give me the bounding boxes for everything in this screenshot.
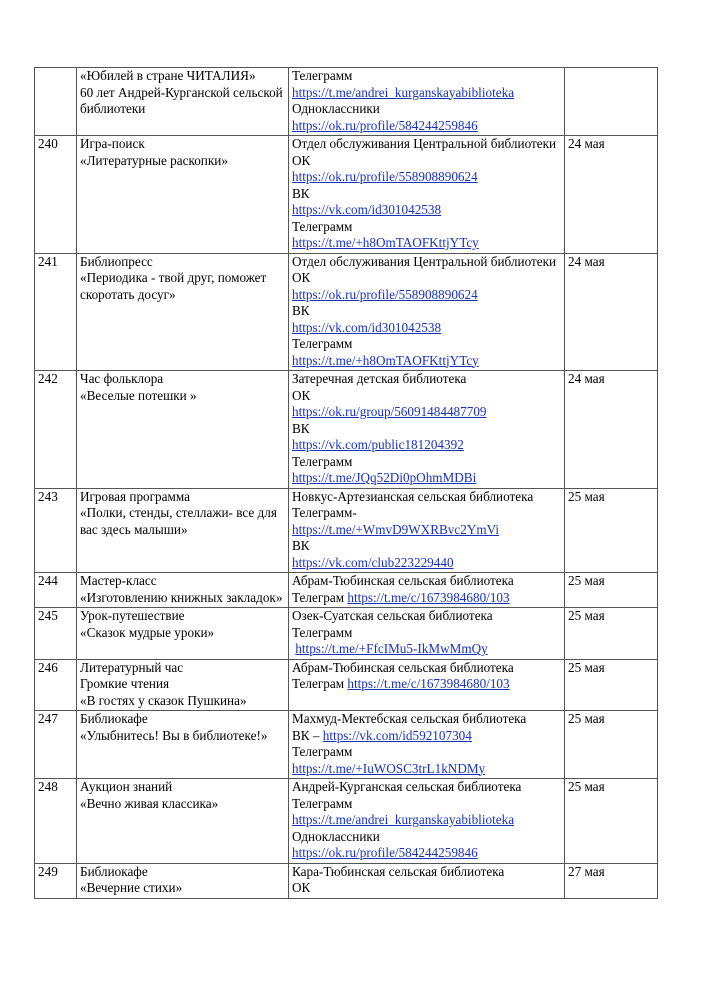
venue-text: Махмуд-Мектебская сельская библиотека [292,711,527,726]
venue-cell [289,136,565,254]
venue-link-line [292,522,562,539]
event-type: Мастер-класс [80,573,157,588]
row-number: 246 [35,659,77,711]
venue-link-line [292,728,562,745]
social-link[interactable]: https://t.me/+IuWOSC3trL1kNDMy [292,760,486,776]
table-row [35,608,658,660]
table-row [35,68,658,136]
social-link[interactable]: https://ok.ru/profile/558908890624 [292,286,478,302]
venue-text: ОК [292,152,311,168]
venue-text: Телеграмм- [292,505,357,520]
event-date: 25 мая [565,488,658,573]
social-link[interactable]: https://ok.ru/profile/558908890624 [292,169,478,184]
table-row [35,253,658,371]
row-number: 248 [35,779,77,864]
venue-text: Телеграмм [292,336,353,351]
venue-text: Затеречная детская библиотека [292,371,467,386]
social-link[interactable]: https://vk.com/club223229440 [292,554,454,570]
row-number [35,68,77,136]
venue-cell [289,573,565,608]
event-title-line: «В гостях у сказок Пушкина» [80,692,247,708]
venue-text: ОК [292,387,311,403]
venue-text: ВК [292,420,310,436]
link-prefix: ВК – [292,727,323,743]
social-link[interactable]: https://vk.com/id301042538 [292,202,442,217]
venue-link-line [292,287,562,304]
venue-link-line [292,353,562,370]
event-type: Час фольклора [80,371,164,386]
venue-text: Одноклассники [292,101,380,116]
venue-link-line [292,235,562,252]
social-link[interactable]: https://ok.ru/group/56091484487709 [292,404,487,419]
venue-link-line [292,437,562,454]
social-link[interactable]: https://t.me/c/1673984680/103 [347,589,510,605]
events-table-body [35,68,658,899]
event-date: 25 мая [565,573,658,608]
event-title-line: Громкие чтения [80,676,170,691]
table-row [35,659,658,711]
venue-link-line [292,641,562,658]
row-number: 243 [35,488,77,573]
social-link[interactable]: https://vk.com/id301042538 [292,319,442,335]
event-title-cell [77,711,289,779]
social-link[interactable]: https://vk.com/id592107304 [322,727,472,743]
event-title-cell [77,779,289,864]
social-link[interactable]: https://t.me/JQq52Di0pOhmMDBi [292,470,477,485]
venue-link-line [292,320,562,337]
venue-text: Кара-Тюбинская сельская библиотека [292,863,505,879]
event-date: 24 мая [565,253,658,371]
event-date [565,68,658,136]
table-row [35,779,658,864]
social-link[interactable]: https://t.me/+FfcIMu5-IkMwMmQy [295,641,488,656]
event-type: Библиокафе [80,711,148,726]
row-number: 247 [35,711,77,779]
venue-text: Телеграмм [292,218,353,234]
event-type: Литературный час [80,659,184,675]
event-type: Игра-поиск [80,136,145,151]
social-link[interactable]: https://t.me/+h8OmTAOFKttjYTcy [292,235,479,250]
venue-text: ОК [292,880,311,895]
event-title-cell [77,608,289,660]
venue-link-line [292,404,562,421]
row-number: 242 [35,371,77,489]
event-title-cell [77,371,289,489]
venue-text: Телеграмм [292,744,353,759]
venue-link-line [292,676,562,693]
venue-cell [289,608,565,660]
venue-text: Абрам-Тюбинская сельская библиотека [292,573,514,588]
venue-text: Андрей-Курганская сельская библиотека [292,779,522,794]
event-date: 27 мая [565,863,658,898]
event-title-cell [77,573,289,608]
venue-text: Телеграмм [292,68,353,83]
venue-link-line [292,470,562,487]
event-title-line: «Полки, стенды, стеллажи- все для вас здесь малыши» [80,505,277,537]
row-number: 245 [35,608,77,660]
event-date: 25 мая [565,779,658,864]
event-date: 25 мая [565,711,658,779]
table-row [35,711,658,779]
venue-cell [289,68,565,136]
event-title-line: «Вечно живая классика» [80,795,219,811]
event-type: Игровая программа [80,488,190,504]
venue-text: ВК [292,538,310,553]
event-title-line: «Веселые потешки » [80,387,197,403]
venue-cell [289,253,565,371]
event-title-line: «Сказок мудрые уроки» [80,624,215,640]
venue-link-line [292,845,562,862]
event-type: Урок-путешествие [80,608,185,623]
event-title-line: «Вечерние стихи» [80,880,183,895]
venue-cell [289,659,565,711]
venue-text: ВК [292,185,310,201]
event-title-cell [77,863,289,898]
social-link[interactable]: https://t.me/andrei_kurganskayabiblioteka [292,812,515,827]
venue-text: Отдел обслуживания Центральной библиотеки [292,253,557,269]
event-date: 25 мая [565,659,658,711]
venue-link-line [292,590,562,607]
venue-text: Телеграмм [292,453,353,469]
events-table [34,67,658,899]
social-link[interactable]: https://t.me/c/1673984680/103 [347,676,510,691]
venue-text: Озек-Суатская сельская библиотека [292,608,493,623]
venue-link-line [292,118,562,135]
venue-link-line [292,761,562,778]
event-date: 25 мая [565,608,658,660]
link-prefix: Телеграм [292,589,348,605]
event-type: «Юбилей в стране ЧИТАЛИЯ» [80,68,256,83]
venue-text: ОК [292,270,311,285]
venue-link-line [292,85,562,102]
venue-text: Телеграмм [292,624,353,640]
event-title-line: «Периодика - твой друг, поможет скоротать досуг» [80,270,267,302]
venue-text: Телеграмм [292,795,353,811]
event-title-cell [77,68,289,136]
venue-text: Одноклассники [292,828,380,844]
event-title-line: 60 лет Андрей-Курганской сельской библиотеки [80,84,283,116]
venue-text: ВК [292,303,310,318]
event-title-cell [77,659,289,711]
event-date: 24 мая [565,371,658,489]
social-link[interactable]: https://ok.ru/profile/584244259846 [292,117,478,133]
social-link[interactable]: https://t.me/+WmvD9WXRBvc2YmVi [292,521,500,537]
table-row [35,488,658,573]
venue-link-line [292,555,562,572]
event-title-cell [77,253,289,371]
table-row [35,136,658,254]
venue-link-line [292,169,562,186]
venue-cell [289,863,565,898]
table-row [35,863,658,898]
row-number: 240 [35,136,77,254]
table-row [35,573,658,608]
venue-cell [289,779,565,864]
table-row [35,371,658,489]
venue-cell [289,488,565,573]
venue-text: Абрам-Тюбинская сельская библиотека [292,659,514,675]
event-type: Аукцион знаний [80,779,173,794]
social-link[interactable]: https://t.me/+h8OmTAOFKttjYTcy [292,352,479,368]
venue-link-line [292,202,562,219]
venue-cell [289,371,565,489]
event-type: Библиопресс [80,253,153,269]
event-title-line: «Улыбнитесь! Вы в библиотеке!» [80,727,268,743]
venue-link-line [292,812,562,829]
event-title-line: «Изготовлению книжных закладок» [80,589,283,605]
event-type: Библиокафе [80,863,148,879]
social-link[interactable]: https://vk.com/public181204392 [292,437,464,452]
row-number: 241 [35,253,77,371]
event-date: 24 мая [565,136,658,254]
venue-text: Отдел обслуживания Центральной библиотеки [292,136,557,151]
link-prefix: Телеграм [292,676,348,691]
row-number: 244 [35,573,77,608]
row-number: 249 [35,863,77,898]
event-title-cell [77,488,289,573]
social-link[interactable]: https://ok.ru/profile/584244259846 [292,845,478,860]
social-link[interactable]: https://t.me/andrei_kurganskayabiblioteka [292,84,515,100]
venue-text: Новкус-Артезианская сельская библиотека [292,488,534,504]
venue-cell [289,711,565,779]
event-title-line: «Литературные раскопки» [80,152,228,168]
event-title-cell [77,136,289,254]
